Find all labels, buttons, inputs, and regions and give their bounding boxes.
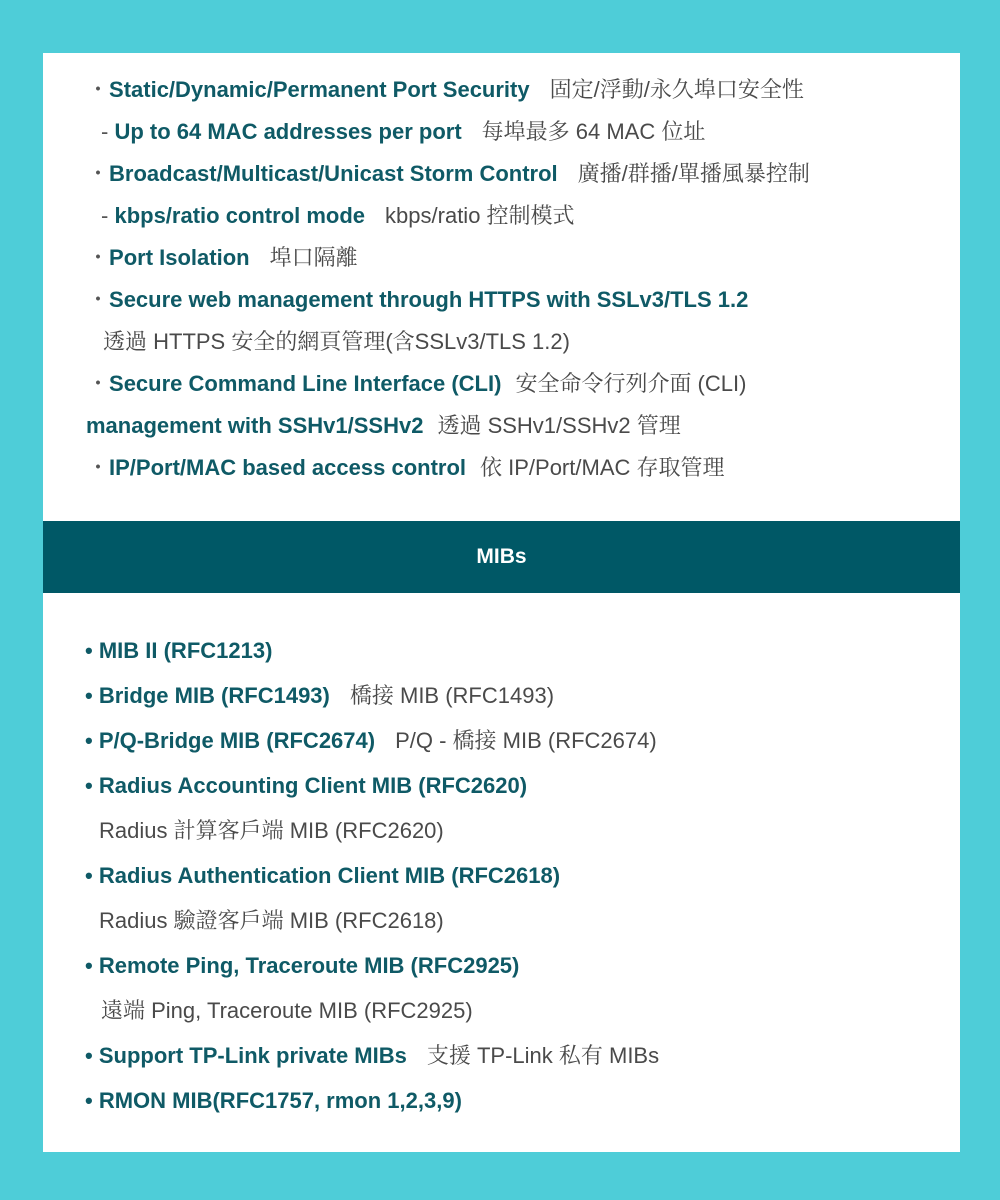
feature-continuation: 透過 HTTPS 安全的網頁管理(含SSLv3/TLS 1.2): [103, 329, 570, 354]
mib-item: • P/Q-Bridge MIB (RFC2674) P/Q - 橋接 MIB (RFC2674): [85, 728, 657, 753]
feature-subline: - kbps/ratio control mode kbps/ratio 控制模式: [101, 203, 575, 228]
feature-subline: - Up to 64 MAC addresses per port 每埠最多 64 MAC 位址: [101, 119, 706, 144]
content-card: [43, 53, 960, 1152]
mibs-header-band: [43, 521, 960, 593]
mib-item: • Remote Ping, Traceroute MIB (RFC2925): [85, 953, 520, 978]
mib-item-translation: 遠端 Ping, Traceroute MIB (RFC2925): [101, 998, 473, 1023]
mibs-list-section: [43, 593, 960, 1152]
feature-line: ・Static/Dynamic/Permanent Port Security 固定/浮動/永久埠口安全性: [87, 77, 804, 102]
security-features-section: [43, 53, 960, 521]
mib-item: • MIB II (RFC1213): [85, 638, 273, 663]
feature-line: ・Port Isolation 埠口隔離: [87, 245, 358, 270]
mib-item: • Radius Authentication Client MIB (RFC2618): [85, 863, 561, 888]
mib-item: • Support TP-Link private MIBs 支援 TP-Link 私有 MIBs: [85, 1043, 660, 1068]
mibs-title: MIBs: [476, 545, 527, 568]
mib-item: • Bridge MIB (RFC1493) 橋接 MIB (RFC1493): [85, 683, 555, 708]
mib-item-translation: Radius 計算客戶端 MIB (RFC2620): [99, 818, 444, 843]
mib-item: • Radius Accounting Client MIB (RFC2620): [85, 773, 528, 798]
mib-item-translation: Radius 驗證客戶端 MIB (RFC2618): [99, 908, 444, 933]
feature-line: ・IP/Port/MAC based access control 依 IP/Port/MAC 存取管理: [87, 455, 725, 480]
feature-line: ・Broadcast/Multicast/Unicast Storm Control 廣播/群播/單播風暴控制: [87, 161, 810, 186]
mib-item: • RMON MIB(RFC1757, rmon 1,2,3,9): [85, 1088, 462, 1113]
feature-continuation: management with SSHv1/SSHv2 透過 SSHv1/SSHv2 管理: [86, 413, 681, 438]
feature-line: ・Secure Command Line Interface (CLI) 安全命令行列介面 (CLI): [87, 371, 747, 396]
feature-line: ・Secure web management through HTTPS with SSLv3/TLS 1.2: [87, 287, 749, 312]
